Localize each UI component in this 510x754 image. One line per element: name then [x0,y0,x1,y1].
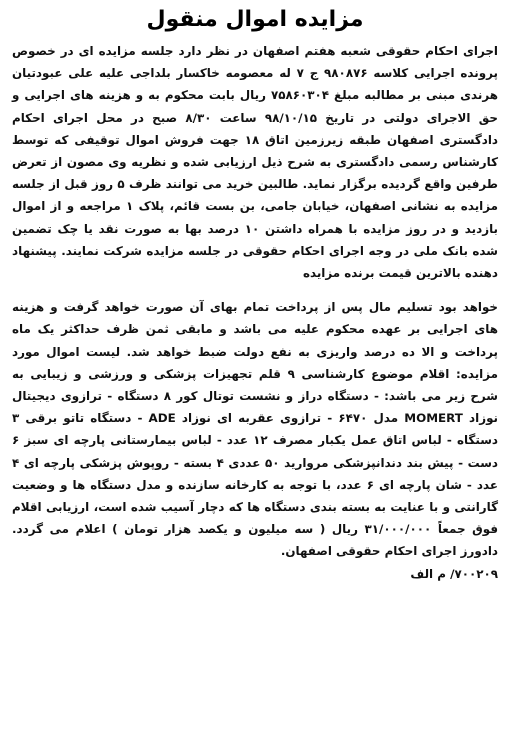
notice-paragraph-1: اجرای احکام حقوقی شعبه هفتم اصفهان در نظر دارد جلسه مزایده ای در خصوص پرونده اجرایی کلاسه ۹۸۰۸۷۶ ج ۷ له معصومه خاکسار بلداجی علیه علی عبودتیان هرندی مبنی بر مطالبه مبلغ ۷۵۸۶۰۳۰۴ ریال بابت محکوم به و هزینه های اجرایی و حق الاجرای دولتی در تاریخ ۹۸/۱۰/۱۵ ساعت ۸/۳۰ صبح در محل اجرای احکام دادگستری اصفهان طبقه زیرزمین اتاق ۱۸ جهت فروش اموال توقیفی که توسط کارشناس رسمی دادگستری به شرح ذیل ارزیابی شده و نظریه وی مصون از تعرض طرفین واقع گردیده برگزار نماید. طالبین خرید می توانند ظرف ۵ روز قبل از جلسه مزایده به نشانی اصفهان، خیابان جامی، بن بست قائم، پلاک ۱ مراجعه و از اموال بازدید و در روز مزایده با همراه داشتن ۱۰ درصد بها به صورت نقد یا چک تضمین شده بانک ملی در وجه اجرای احکام حقوقی در جلسه مزایده شرکت نمایند. پیشنهاد دهنده بالاترین قیمت برنده مزایده [12,44,499,281]
notice-paragraph-2: خواهد بود تسلیم مال پس از پرداخت تمام بهای آن صورت خواهد گرفت و هزینه های اجرایی بر عهده محکوم علیه می باشد و مابقی ثمن ظرف حداکثر یک ماه پرداخت و الا ده درصد واریزی به نفع دولت ضبط خواهد شد. لیست اموال مورد مزایده: اقلام موضوع کارشناسی ۹ قلم تجهیزات پزشکی و ورزشی و زیبایی به شرح زیر می باشد: - دستگاه دراز و نشست توتال کور ۸ دستگاه - ترازوی دیجیتال نوزاد MOMERT مدل ۶۴۷۰ - ترازوی عقربه ای نوزاد ADE - دستگاه تاتو برقی ۳ دستگاه - لباس اتاق عمل یکبار مصرف ۱۲ عدد - لباس بیمارستانی پارچه ای سبز ۶ دست - پیش بند دندانپزشکی مروارید ۵۰ عددی ۴ بسته - روپوش پزشکی پارچه ای ۴ عدد - شان پارچه ای ۶ عدد، با توجه به کارخانه سازنده و مدل دستگاه ها و وضعیت گارانتی و با عنایت به بسته بندی دستگاه ها که دچار آسیب شده است، ارزیابی اقلام فوق جمعاً ۳۱/۰۰۰/۰۰۰ ریال ( سه میلیون و یکصد هزار تومان ) اعلام می گردد. دادورز اجرای احکام حقوقی اصفهان. [12,300,498,559]
notice-reference-code: ۷۰۰۲۰۹/ م الف [410,566,498,581]
notice-title: مزایده اموال منقول [146,7,364,32]
